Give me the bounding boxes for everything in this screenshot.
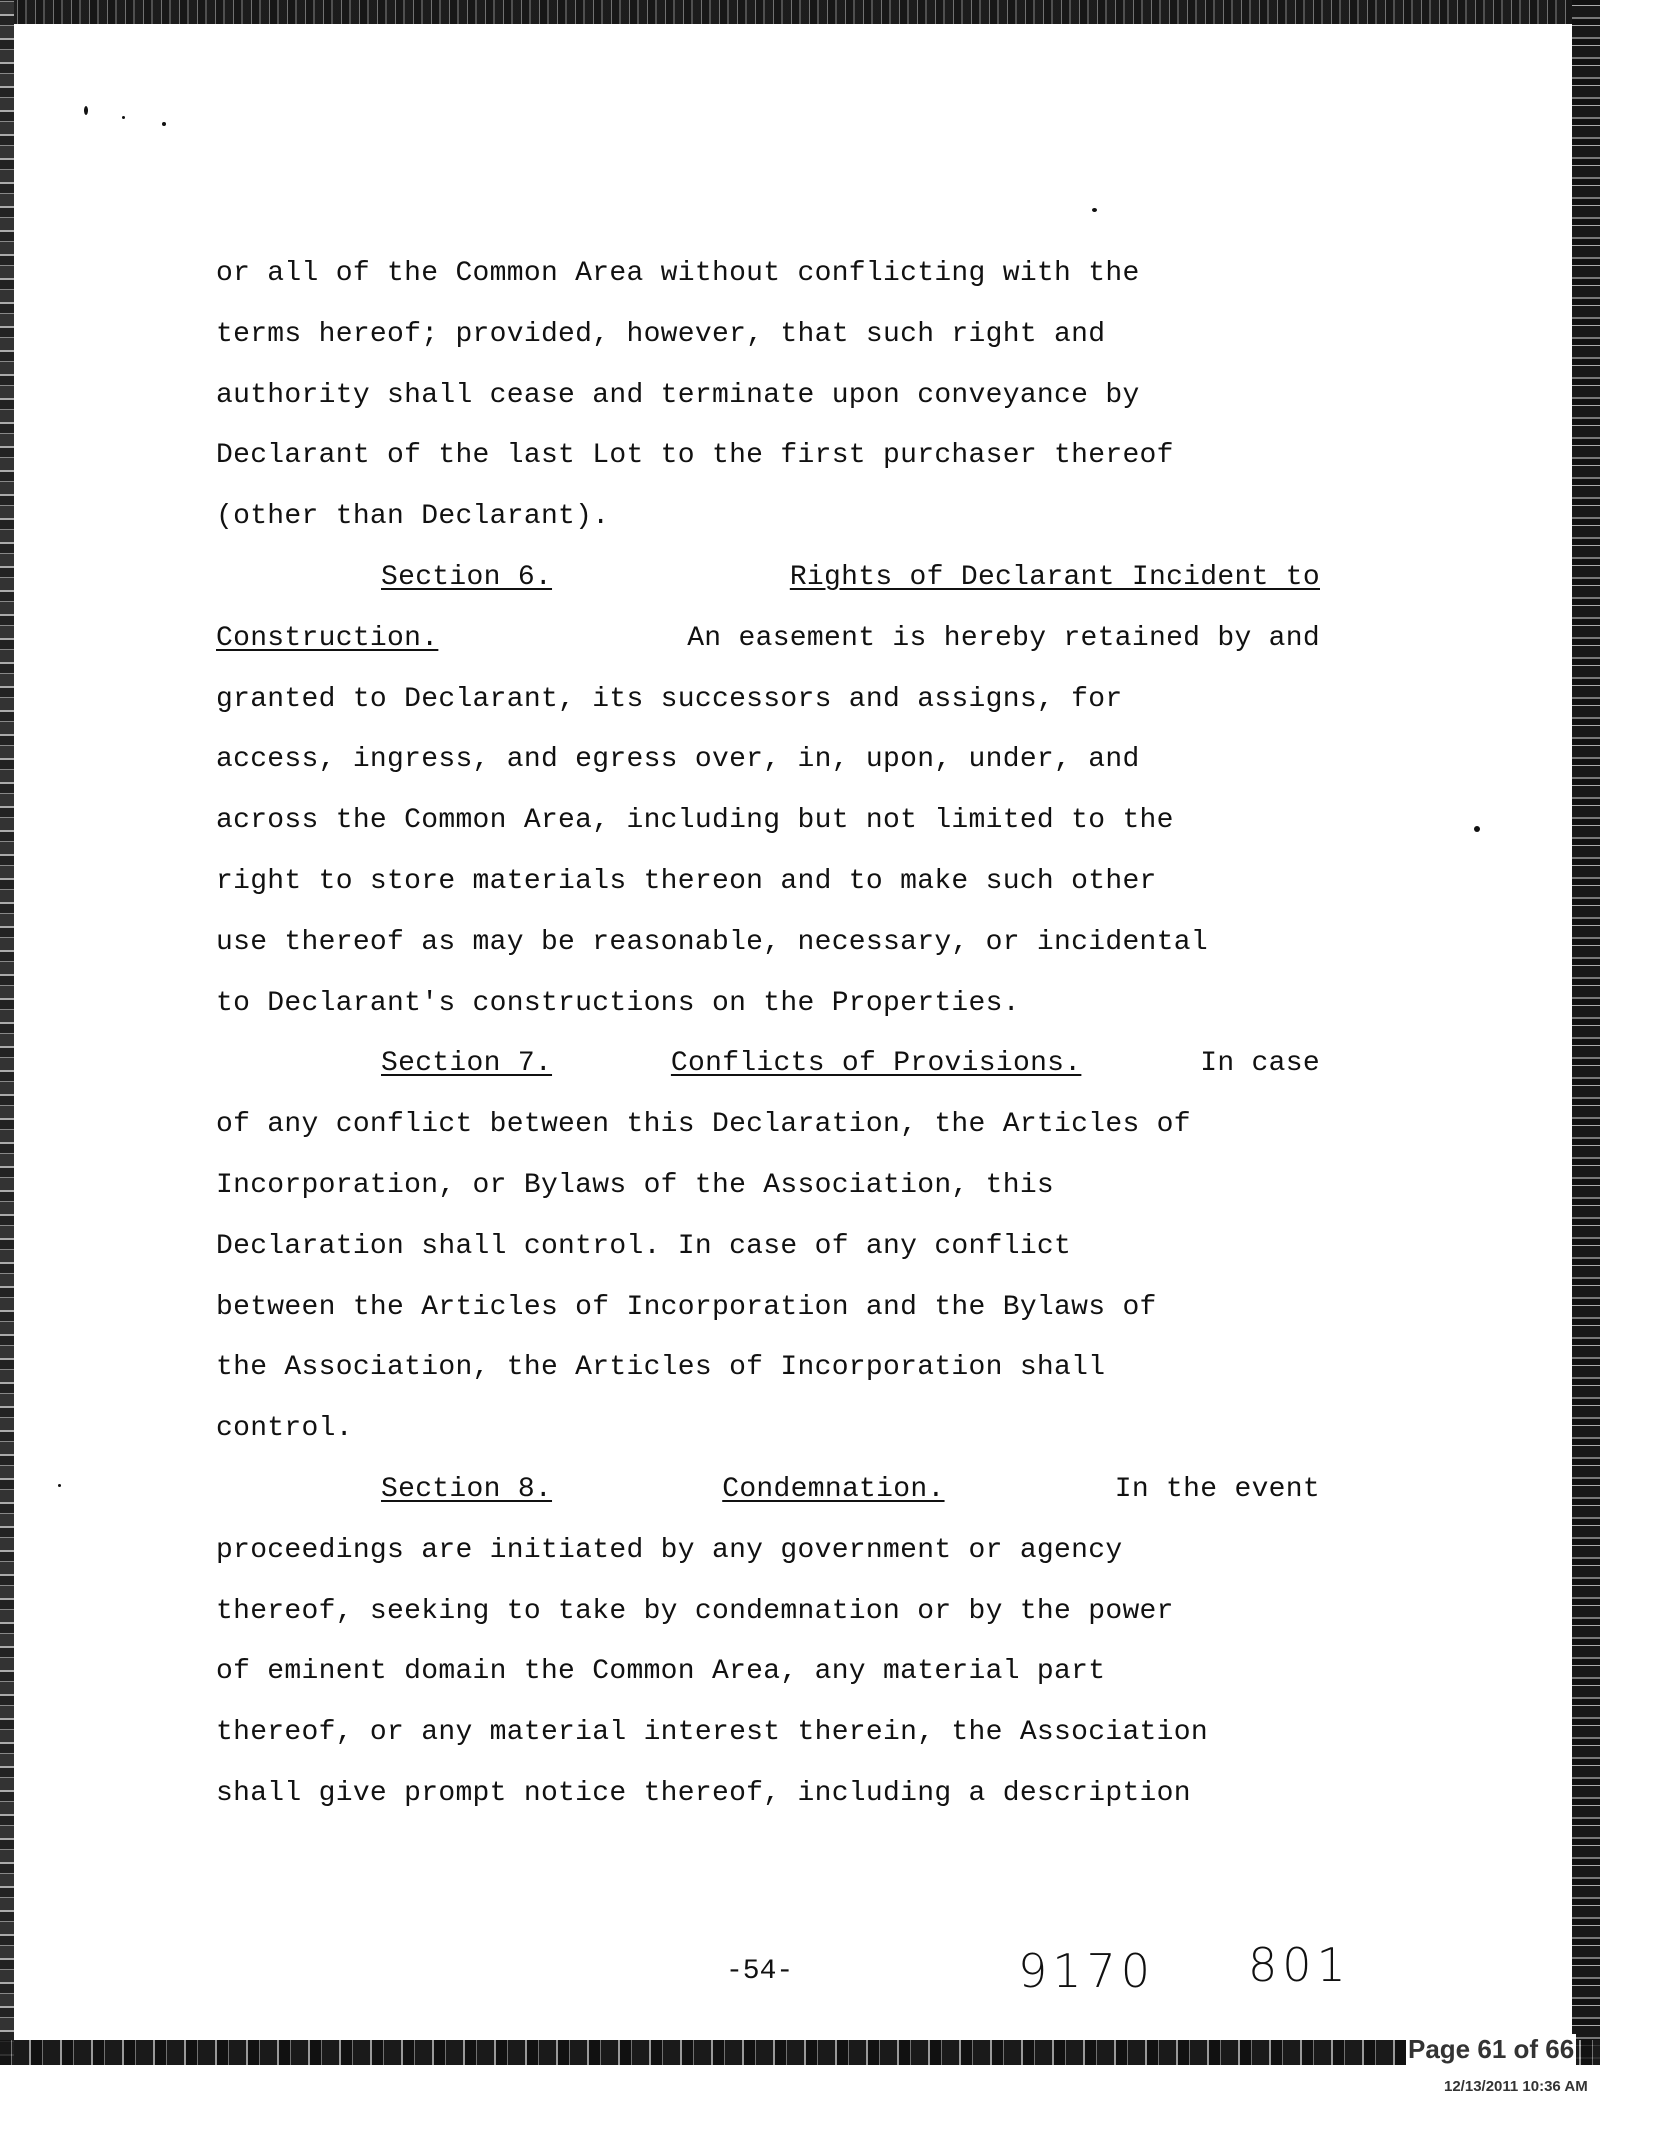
text-line (216, 305, 1320, 366)
scan-noise-left (0, 0, 14, 2065)
recording-stamp-book: 9170 (1018, 1944, 1156, 1998)
line-text: right to store materials thereon and to make such other (216, 865, 1157, 897)
text-line (216, 852, 1320, 913)
line-text: across the Common Area, including but not limited to the (216, 805, 1174, 837)
text-line (216, 1095, 1320, 1156)
line-text: granted to Declarant, its successors and assigns, for (216, 683, 1123, 715)
section-title: Conflicts of Provisions. (670, 1048, 1082, 1080)
text-line (216, 366, 1320, 427)
recording-stamp-page: 801 (1248, 1938, 1351, 1992)
line-text: In the event (1114, 1473, 1320, 1505)
section-title: Condemnation. (722, 1473, 945, 1505)
section-title: Rights of Declarant Incident to (789, 561, 1320, 593)
line-text: to Declarant's constructions on the Properties. (216, 987, 1020, 1019)
text-line (216, 1764, 1320, 1825)
line-text: of eminent domain the Common Area, any material part (216, 1656, 1106, 1688)
scan-dust (58, 1484, 61, 1487)
line-text: of any conflict between this Declaration, the Articles of (216, 1109, 1191, 1141)
section-6-heading (216, 548, 1320, 609)
line-text: authority shall cease and terminate upon conveyance by (216, 379, 1140, 411)
page-of-indicator: Page 61 of 66 (1408, 2034, 1575, 2064)
line-text: access, ingress, and egress over, in, upon, under, and (216, 744, 1140, 776)
scan-noise-top (0, 0, 1600, 24)
section-title-continued: Construction. (216, 622, 439, 654)
document-body (216, 244, 1320, 1825)
line-text: between the Articles of Incorporation and the Bylaws of (216, 1291, 1157, 1323)
line-text: the Association, the Articles of Incorporation shall (216, 1352, 1106, 1384)
line-text: shall give prompt notice thereof, including a description (216, 1777, 1191, 1809)
scan-dust (122, 116, 125, 119)
scan-dust (162, 122, 166, 126)
text-line (216, 487, 1320, 548)
text-line (216, 1703, 1320, 1764)
line-text: An easement is hereby retained by and (687, 622, 1320, 654)
line-text: thereof, seeking to take by condemnation or by the power (216, 1595, 1174, 1627)
text-line (216, 1582, 1320, 1643)
scan-dust (84, 106, 88, 115)
text-line (216, 426, 1320, 487)
text-line (216, 609, 1320, 670)
section-label: Section 8. (381, 1473, 553, 1505)
scan-dust (1474, 826, 1480, 832)
section-7-heading (216, 1034, 1320, 1095)
line-text: proceedings are initiated by any government or agency (216, 1534, 1123, 1566)
section-label: Section 7. (381, 1048, 553, 1080)
line-text: control. (216, 1413, 353, 1445)
print-timestamp: 12/13/2011 10:36 AM (1444, 2078, 1588, 2095)
text-line (216, 1156, 1320, 1217)
text-line (216, 1642, 1320, 1703)
line-text: terms hereof; provided, however, that such right and (216, 318, 1106, 350)
text-line (216, 670, 1320, 731)
text-line (216, 974, 1320, 1035)
line-text: Declaration shall control. In case of any conflict (216, 1230, 1072, 1262)
text-line (216, 791, 1320, 852)
text-line (216, 244, 1320, 305)
line-text: (other than Declarant). (216, 501, 610, 533)
scan-noise-bottom (0, 2040, 1600, 2065)
scan-dust (1092, 208, 1097, 212)
section-label: Section 6. (381, 561, 553, 593)
scan-noise-right (1572, 0, 1600, 2065)
line-text: Declarant of the last Lot to the first purchaser thereof (216, 440, 1174, 472)
line-text: In case (1200, 1048, 1320, 1080)
text-line (216, 1217, 1320, 1278)
text-line (216, 1399, 1320, 1460)
text-line (216, 1278, 1320, 1339)
text-line (216, 1338, 1320, 1399)
text-line (216, 1521, 1320, 1582)
page-number: -54- (726, 1956, 794, 1987)
line-text: or all of the Common Area without conflicting with the (216, 258, 1140, 289)
section-8-heading (216, 1460, 1320, 1521)
line-text: Incorporation, or Bylaws of the Association, this (216, 1169, 1055, 1201)
line-text: use thereof as may be reasonable, necessary, or incidental (216, 926, 1208, 958)
text-line (216, 730, 1320, 791)
line-text: thereof, or any material interest therein, the Association (216, 1717, 1208, 1749)
text-line (216, 913, 1320, 974)
